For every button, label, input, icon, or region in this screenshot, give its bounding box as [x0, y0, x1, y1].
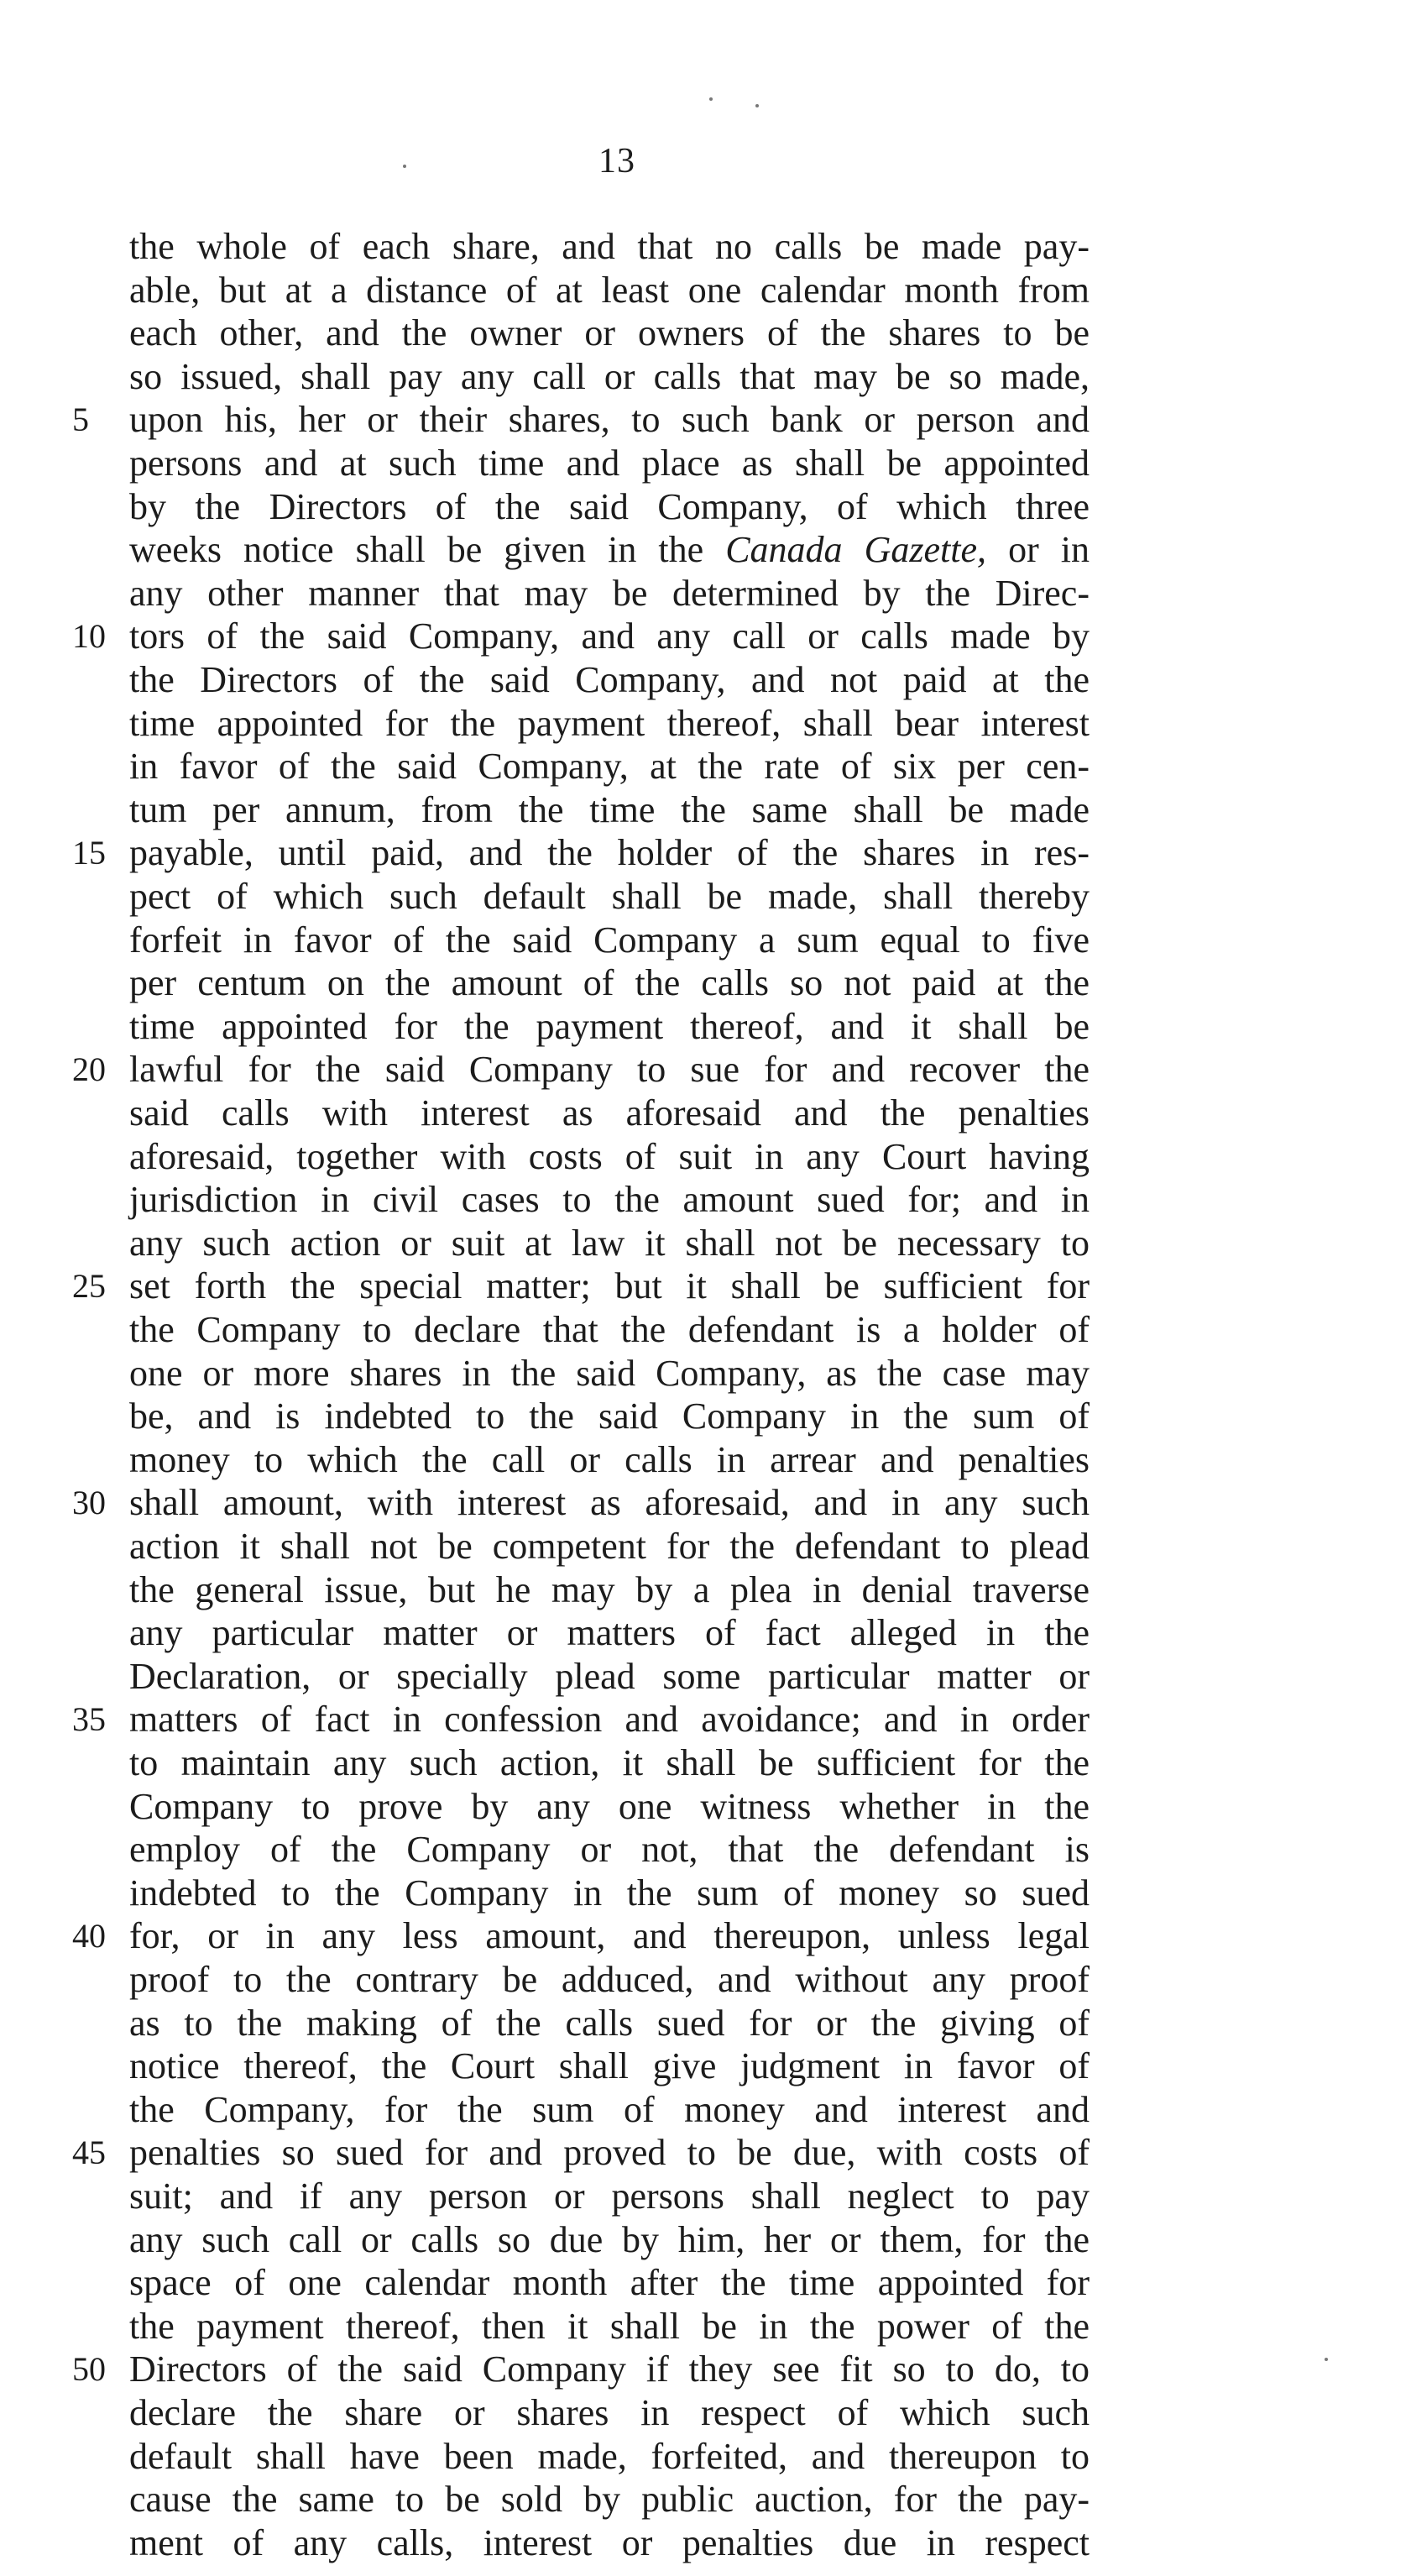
line-number: 25: [72, 1267, 106, 1305]
text-line: upon his, her or their shares, to such bank or person and: [129, 399, 1090, 440]
text-line: able, but at a distance of at least one calendar month from: [129, 270, 1090, 311]
text-line: the whole of each share, and that no calls be made pay-: [129, 226, 1090, 267]
text-line: declare the share or shares in respect of which such: [129, 2392, 1090, 2433]
text-line: notice thereof, the Court shall give judgment in favor of: [129, 2045, 1090, 2086]
text-line: in favor of the said Company, at the rate of six per cen-: [129, 746, 1090, 787]
text-line: to maintain any such action, it shall be sufficient for the: [129, 1742, 1090, 1783]
text-line: action it shall not be competent for the defendant to plead: [129, 1526, 1090, 1567]
page-number: 13: [598, 142, 635, 181]
text-line: space of one calendar month after the time appointed for: [129, 2262, 1090, 2303]
text-line: cause the same to be sold by public auction, for the pay-: [129, 2479, 1090, 2520]
text-line: as to the making of the calls sued for or the giving of: [129, 2003, 1090, 2044]
text-line: tum per annum, from the time the same shall be made: [129, 789, 1090, 830]
text-line: lawful for the said Company to sue for and recover the: [129, 1049, 1090, 1090]
text-line: ment of any calls, interest or penalties due in respect: [129, 2522, 1090, 2563]
text-line: penalties so sued for and proved to be due, with costs of: [129, 2132, 1090, 2173]
text-line: be, and is indebted to the said Company in the sum of: [129, 1395, 1090, 1437]
scan-speck: [403, 165, 406, 168]
text-line: matters of fact in confession and avoidance; and in order: [129, 1699, 1090, 1740]
text-line: shall amount, with interest as aforesaid, and in any such: [129, 1482, 1090, 1523]
text-line: persons and at such time and place as shall be appointed: [129, 442, 1090, 484]
line-number: 15: [72, 834, 106, 872]
text-line: Directors of the said Company if they see fit so to do, to: [129, 2348, 1090, 2390]
text-line: any other manner that may be determined by the Direc-: [129, 573, 1090, 614]
italic-phrase: Canada Gazette,: [725, 529, 987, 570]
line-number: 10: [72, 617, 106, 655]
text-line: for, or in any less amount, and thereupon, unless legal: [129, 1915, 1090, 1956]
text-line: the Directors of the said Company, and not paid at the: [129, 659, 1090, 700]
text-line: by the Directors of the said Company, of which three: [129, 486, 1090, 527]
text-line: money to which the call or calls in arrear and penalties: [129, 1439, 1090, 1480]
text-line: employ of the Company or not, that the defendant is: [129, 1829, 1090, 1870]
text-line: any particular matter or matters of fact alleged in the: [129, 1612, 1090, 1653]
text-line: per centum on the amount of the calls so not paid at the: [129, 962, 1090, 1003]
text-line: proof to the contrary be adduced, and without any proof: [129, 1959, 1090, 2000]
text-line: suit; and if any person or persons shall neglect to pay: [129, 2175, 1090, 2217]
scan-speck: [1325, 2358, 1328, 2361]
line-number: 35: [72, 1700, 106, 1738]
line-number: 45: [72, 2134, 106, 2171]
text-line: indebted to the Company in the sum of money so sued: [129, 1872, 1090, 1914]
line-number: 30: [72, 1484, 106, 1521]
text-line: any such call or calls so due by him, her or them, for the: [129, 2219, 1090, 2260]
line-number: 5: [72, 401, 89, 438]
scan-speck: [709, 97, 713, 101]
text-line: tors of the said Company, and any call or calls made by: [129, 615, 1090, 657]
line-number: 40: [72, 1917, 106, 1955]
text-line: pect of which such default shall be made, shall thereby: [129, 876, 1090, 917]
text-line: default shall have been made, forfeited, and thereupon to: [129, 2436, 1090, 2477]
text-line: payable, until paid, and the holder of the shares in res-: [129, 832, 1090, 873]
text-line: the general issue, but he may by a plea in denial traverse: [129, 1569, 1090, 1610]
text-line: the Company to declare that the defendant is a holder of: [129, 1309, 1090, 1350]
text-line: so issued, shall pay any call or calls that may be so made,: [129, 356, 1090, 397]
text-line: jurisdiction in civil cases to the amount sued for; and in: [129, 1179, 1090, 1220]
text-line: time appointed for the payment thereof, and it shall be: [129, 1006, 1090, 1047]
text-line: set forth the special matter; but it shall be sufficient for: [129, 1265, 1090, 1306]
text-line: the Company, for the sum of money and interest and: [129, 2089, 1090, 2130]
text-line: Declaration, or specially plead some particular matter or: [129, 1656, 1090, 1697]
text-line: said calls with interest as aforesaid and the penalties: [129, 1092, 1090, 1134]
line-number: 20: [72, 1050, 106, 1088]
text-line: each other, and the owner or owners of the shares to be: [129, 312, 1090, 353]
text-line: the payment thereof, then it shall be in the power of the: [129, 2306, 1090, 2347]
text-line: Company to prove by any one witness whether in the: [129, 1786, 1090, 1827]
text-line: aforesaid, together with costs of suit in any Court having: [129, 1136, 1090, 1177]
text-line: one or more shares in the said Company, as the case may: [129, 1353, 1090, 1394]
line-number: 50: [72, 2350, 106, 2388]
text-line: weeks notice shall be given in the Canada Gazette, or in: [129, 529, 1090, 570]
scan-speck: [755, 104, 759, 107]
text-line: any such action or suit at law it shall not be necessary to: [129, 1223, 1090, 1264]
text-line: time appointed for the payment thereof, shall bear interest: [129, 703, 1090, 744]
text-line: forfeit in favor of the said Company a sum equal to five: [129, 919, 1090, 961]
